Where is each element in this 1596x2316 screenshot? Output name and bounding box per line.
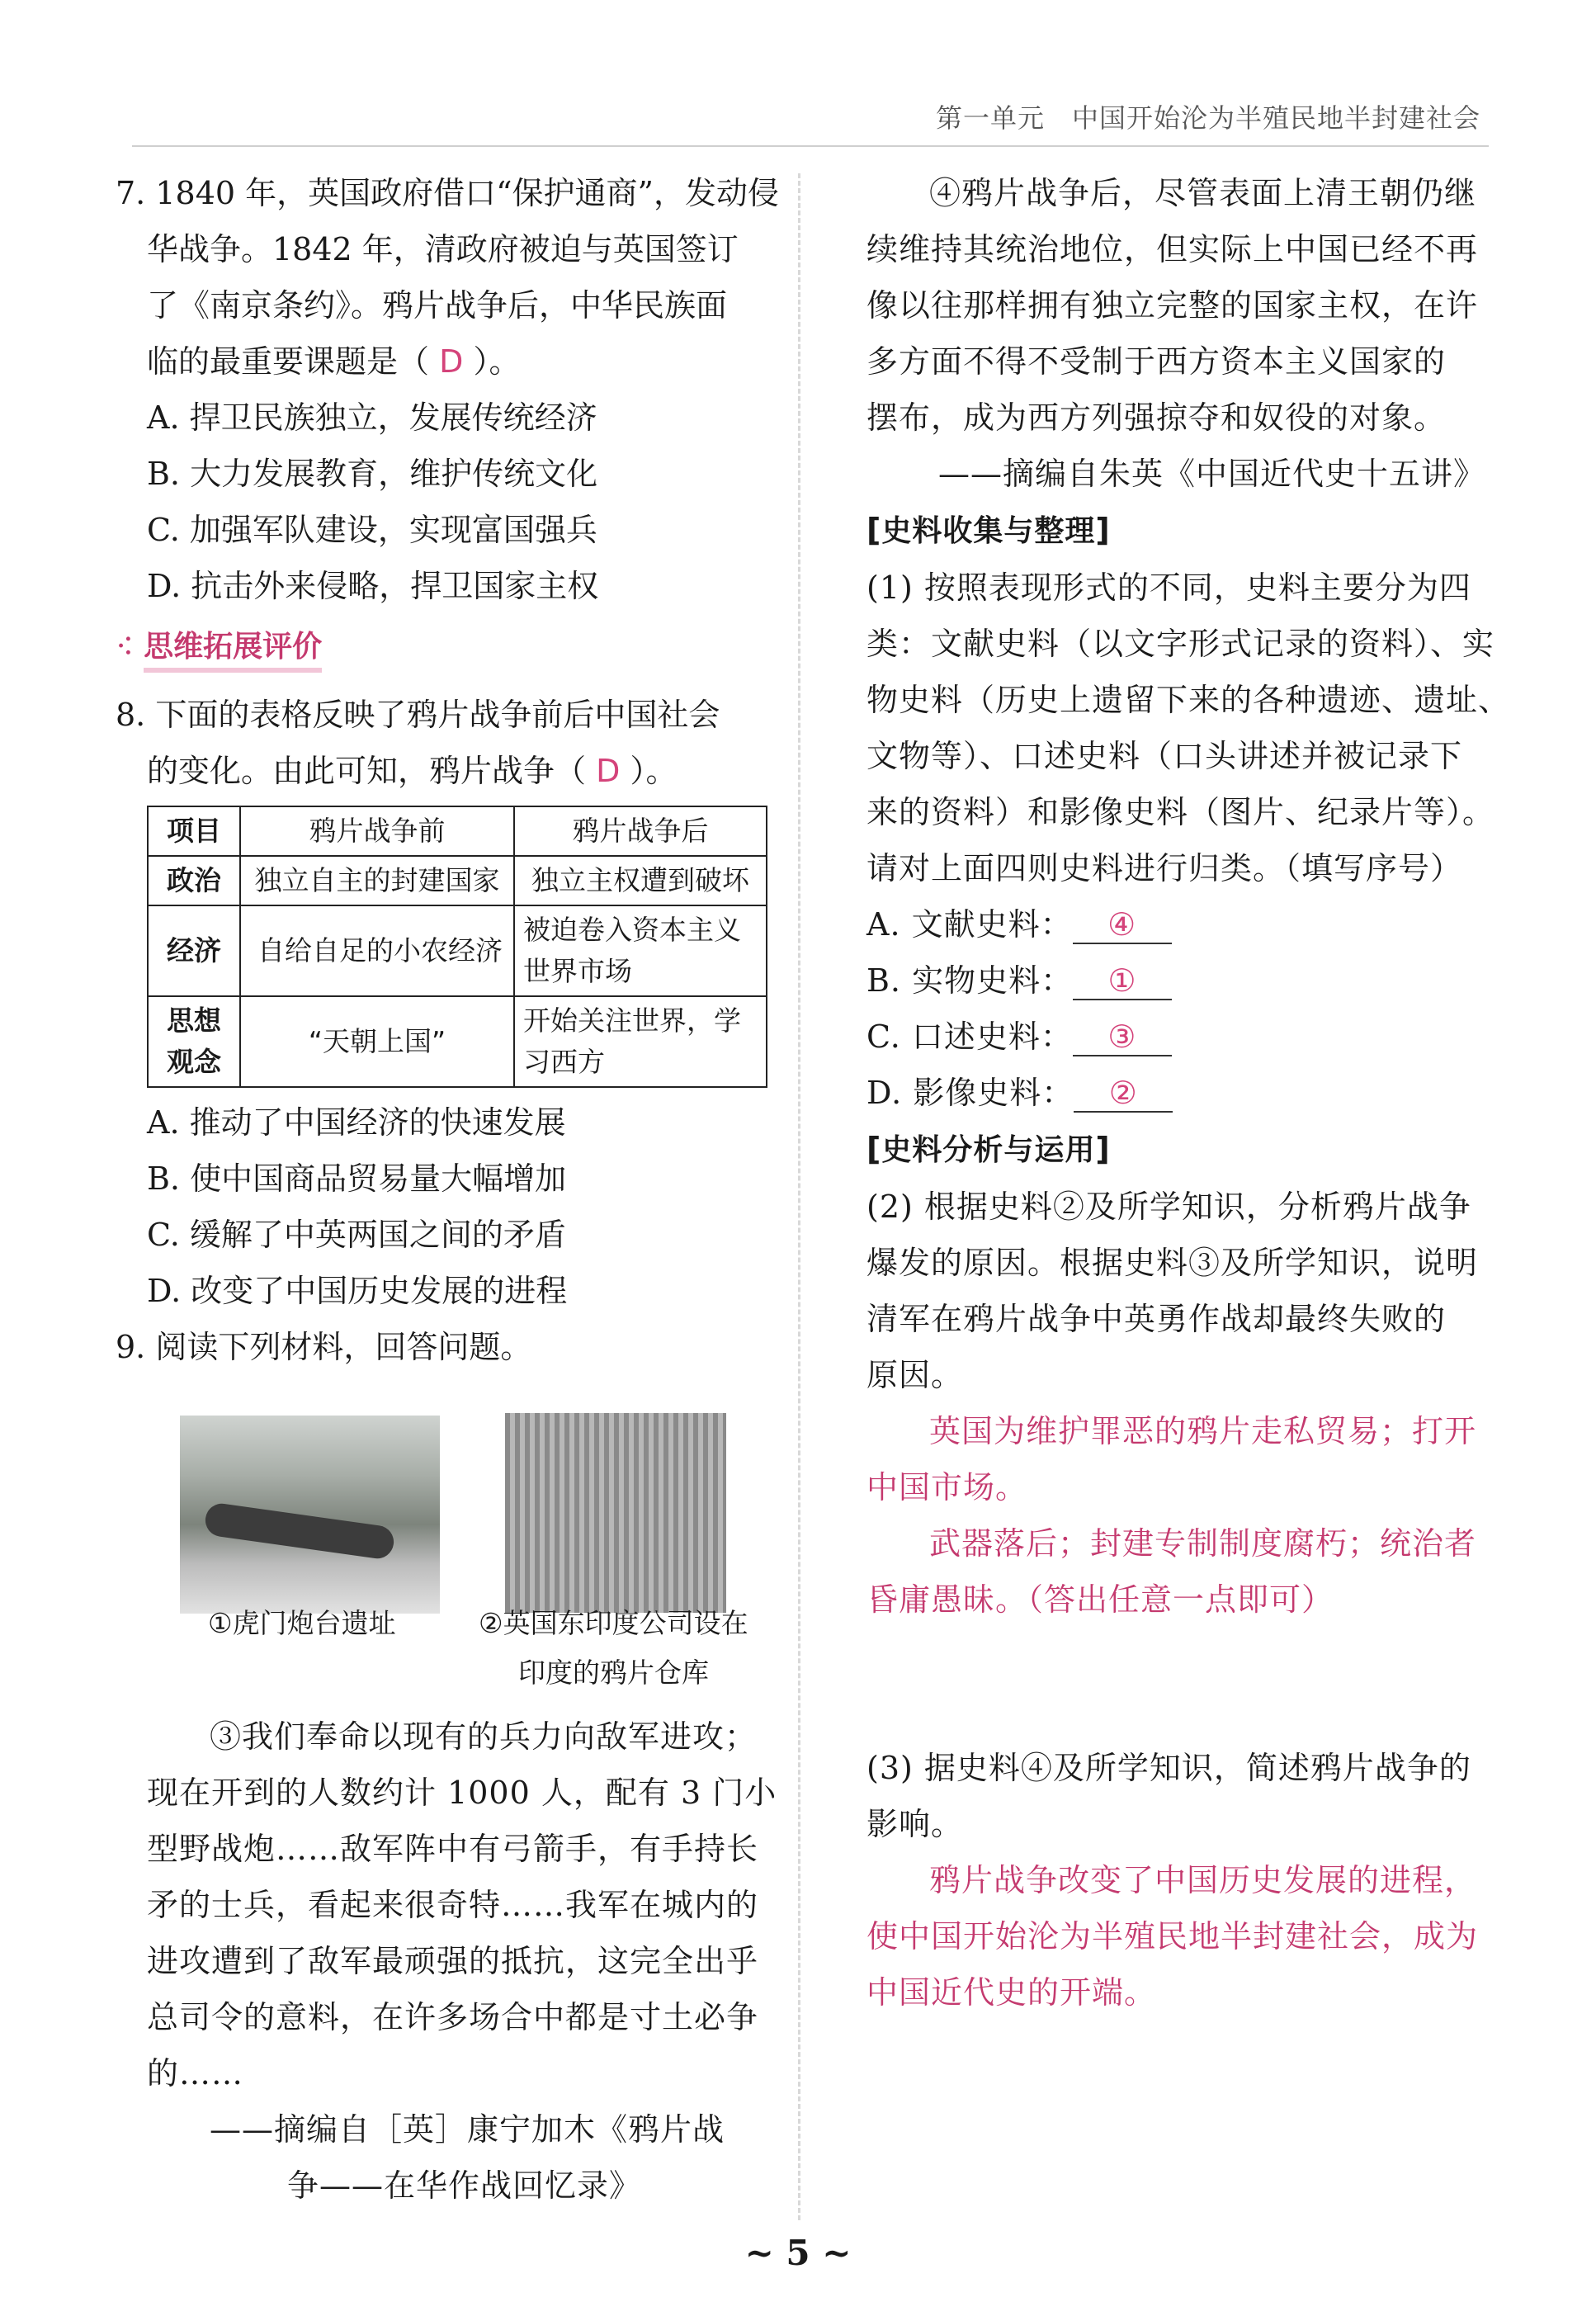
q8-stem-close: ）。 bbox=[620, 753, 678, 789]
part-1-answer-d bbox=[866, 1065, 1502, 1121]
q8-option-b: B. 使中国商品贸易量大幅增加 bbox=[147, 1160, 567, 1197]
running-header: 第一单元 中国开始沦为半殖民地半封建社会 bbox=[935, 102, 1480, 134]
section-title: 思维拓展评价 bbox=[144, 626, 322, 673]
q7-option-c: C. 加强军队建设，实现富国强兵 bbox=[147, 512, 597, 548]
source-3-line: 型野战炮……敌军阵中有弓箭手，有手持长 bbox=[147, 1831, 759, 1867]
part-2-question-line: (2) 根据史料②及所学知识，分析鸦片战争 bbox=[866, 1189, 1471, 1225]
q7-option-b: B. 大力发展教育，维护传统文化 bbox=[147, 456, 598, 492]
source-4-line: ④鸦片战争后，尽管表面上清王朝仍继 bbox=[929, 175, 1477, 211]
table-cell: “天朝上国” bbox=[240, 996, 514, 1087]
part-2-answer-line: 武器落后；封建专制制度腐朽；统治者 bbox=[929, 1525, 1477, 1562]
q8-comparison-table bbox=[147, 806, 767, 1088]
table-row-label: 经济 bbox=[148, 905, 240, 996]
q7-line-2: 华战争。1842 年，清政府被迫与英国签订 bbox=[147, 231, 739, 267]
answer-label: D. 影像史料： bbox=[866, 1075, 1074, 1111]
bracket-close-icon: ] bbox=[1095, 1131, 1111, 1167]
answer-blank: ③ bbox=[1073, 1019, 1172, 1056]
q8-option-c: C. 缓解了中英两国之间的矛盾 bbox=[147, 1217, 566, 1253]
part-2-question-line: 原因。 bbox=[866, 1357, 964, 1393]
part-1-answer-c bbox=[866, 1009, 1502, 1065]
answer-spacer bbox=[866, 1628, 1502, 1740]
table-cell: 被迫卷入资本主义世界市场 bbox=[514, 905, 767, 996]
bracket-open-icon: [ bbox=[866, 512, 882, 548]
part-1-question-line: 文物等）、口述史料（口头讲述并被记录下 bbox=[866, 738, 1463, 774]
q8-option-a: A. 推动了中国经济的快速发展 bbox=[147, 1104, 566, 1141]
part-1-answer-b bbox=[866, 952, 1502, 1009]
page-number: ~ 5 ~ bbox=[744, 2233, 852, 2273]
q7-line-3: 了《南京条约》。鸦片战争后，中华民族面 bbox=[147, 287, 728, 324]
part-1-question-line: (1) 按照表现形式的不同，史料主要分为四 bbox=[866, 570, 1471, 606]
source-3-citation: ——摘编自［英］康宁加木《鸦片战 bbox=[210, 2111, 725, 2148]
q9-stem: 9. 阅读下列材料，回答问题。 bbox=[116, 1329, 532, 1365]
left-column bbox=[116, 165, 779, 1375]
source-4 bbox=[866, 165, 1502, 502]
bracket-open-icon: [ bbox=[866, 1131, 882, 1167]
table-cell: 自给自足的小农经济 bbox=[240, 905, 514, 996]
part-2-answer-line: 昏庸愚昧。（答出任意一点即可） bbox=[866, 1581, 1334, 1618]
source-4-line: 续维持其统治地位，但实际上中国已经不再 bbox=[866, 231, 1479, 267]
source-4-line: 多方面不得不受制于西方资本主义国家的 bbox=[866, 343, 1447, 380]
part-1-question-line: 请对上面四则史料进行归类。（填写序号） bbox=[866, 850, 1463, 886]
part-3-answer-line: 使中国开始沦为半殖民地半封建社会，成为 bbox=[866, 1918, 1479, 1954]
part-2-question-line: 清军在鸦片战争中英勇作战却最终失败的 bbox=[866, 1301, 1447, 1337]
table-row-label: 思想观念 bbox=[148, 996, 240, 1087]
part-3-question-line: 影响。 bbox=[866, 1806, 964, 1842]
source-3 bbox=[147, 1709, 777, 2214]
table-row-label: 政治 bbox=[148, 856, 240, 905]
q8-option-d: D. 改变了中国历史发展的进程 bbox=[147, 1273, 568, 1309]
question-8 bbox=[116, 687, 776, 1319]
answer-blank: ① bbox=[1073, 962, 1172, 1000]
q7-stem-close: ）。 bbox=[463, 343, 521, 380]
photo-caption-2-line-2: 印度的鸦片仓库 bbox=[518, 1657, 709, 1689]
bracket-close-icon: ] bbox=[1095, 512, 1111, 548]
answer-label: C. 口述史料： bbox=[866, 1019, 1073, 1055]
photo-caption-2-line-1: ②英国东印度公司设在 bbox=[479, 1607, 748, 1639]
table-header-row bbox=[148, 806, 767, 856]
part-1-heading bbox=[866, 502, 1502, 560]
source-3-citation: 争——在华作战回忆录》 bbox=[287, 2167, 642, 2204]
table-cell: 开始关注世界，学习西方 bbox=[514, 996, 767, 1087]
humen-fort-photo bbox=[180, 1416, 440, 1614]
answer-blank: ② bbox=[1074, 1075, 1173, 1113]
part-1-question-line: 类：文献史料（以文字形式记录的资料）、实 bbox=[866, 626, 1495, 662]
q8-answer: D bbox=[596, 753, 621, 789]
answer-label: A. 文献史料： bbox=[866, 906, 1073, 943]
source-3-line: 现在开到的人数约计 1000 人，配有 3 门小 bbox=[147, 1775, 777, 1811]
part-2-answer-line: 英国为维护罪恶的鸦片走私贸易；打开 bbox=[929, 1413, 1477, 1449]
table-row bbox=[148, 856, 767, 905]
source-3-line: 的…… bbox=[147, 2055, 244, 2091]
part-3-question-line: (3) 据史料④及所学知识，简述鸦片战争的 bbox=[866, 1750, 1471, 1786]
answer-label: B. 实物史料： bbox=[866, 962, 1074, 999]
table-header-cell: 鸦片战争前 bbox=[240, 806, 514, 856]
source-4-line: 摆布，成为西方列强掠夺和奴役的对象。 bbox=[866, 399, 1447, 436]
table-cell: 独立自主的封建国家 bbox=[240, 856, 514, 905]
q7-line-4 bbox=[116, 333, 776, 390]
q7-line-1: 7. 1840 年，英国政府借口“保护通商”，发动侵 bbox=[116, 175, 779, 211]
part-2-title: 史料分析与运用 bbox=[881, 1133, 1096, 1167]
header-rule bbox=[132, 145, 1489, 147]
table-header-cell: 项目 bbox=[148, 806, 240, 856]
source-3-line: 进攻遭到了敌军最顽强的抵抗，这完全出乎 bbox=[147, 1943, 759, 1979]
source-3-line: 矛的士兵，看起来很奇特……我军在城内的 bbox=[147, 1887, 759, 1923]
part-3-answer-line: 中国近代史的开端。 bbox=[866, 1974, 1157, 2011]
part-1-title: 史料收集与整理 bbox=[881, 514, 1096, 548]
part-2-question-line: 爆发的原因。根据史料③及所学知识，说明 bbox=[866, 1245, 1479, 1281]
q8-line-2 bbox=[116, 743, 776, 799]
section-marker-icon: ⠪ bbox=[116, 634, 134, 663]
cannon-icon bbox=[203, 1501, 395, 1561]
answer-blank: ④ bbox=[1073, 906, 1172, 944]
q8-stem-end: 的变化。由此可知，鸦片战争（ bbox=[147, 753, 597, 789]
q7-option-a: A. 捍卫民族独立，发展传统经济 bbox=[147, 399, 597, 436]
q7-stem-end: 临的最重要课题是（ bbox=[147, 343, 440, 380]
source-3-line: 总司令的意料，在许多场合中都是寸土必争 bbox=[147, 1999, 759, 2035]
q7-option-d: D. 抗击外来侵略，捍卫国家主权 bbox=[147, 568, 599, 604]
right-column bbox=[866, 165, 1511, 2021]
part-2-heading bbox=[866, 1121, 1502, 1179]
source-4-line: 像以往那样拥有独立完整的国家主权，在许 bbox=[866, 287, 1479, 324]
part-1-answer-a bbox=[866, 896, 1502, 952]
part-2-answer-line: 中国市场。 bbox=[866, 1469, 1028, 1505]
opium-warehouse-photo bbox=[505, 1413, 726, 1613]
table-cell: 独立主权遭到破坏 bbox=[514, 856, 767, 905]
source-3-line: ③我们奉命以现有的兵力向敌军进攻； bbox=[210, 1718, 758, 1755]
source-4-citation: ——摘编自朱英《中国近代史十五讲》 bbox=[937, 456, 1485, 492]
column-divider bbox=[798, 173, 800, 2220]
q8-line-1: 8. 下面的表格反映了鸦片战争前后中国社会 bbox=[116, 697, 720, 733]
table-header-cell: 鸦片战争后 bbox=[514, 806, 767, 856]
question-7 bbox=[116, 165, 779, 614]
photo-caption-1: ①虎门炮台遗址 bbox=[208, 1607, 396, 1639]
section-heading bbox=[116, 617, 776, 677]
q7-answer: D bbox=[439, 343, 464, 380]
part-1-question-line: 物史料（历史上遗留下来的各种遗迹、遗址、 bbox=[866, 682, 1511, 718]
part-3-answer-line: 鸦片战争改变了中国历史发展的进程， bbox=[929, 1862, 1477, 1898]
part-1-question-line: 来的资料）和影像史料（图片、纪录片等）。 bbox=[866, 794, 1495, 830]
table-row bbox=[148, 996, 767, 1087]
table-row bbox=[148, 905, 767, 996]
